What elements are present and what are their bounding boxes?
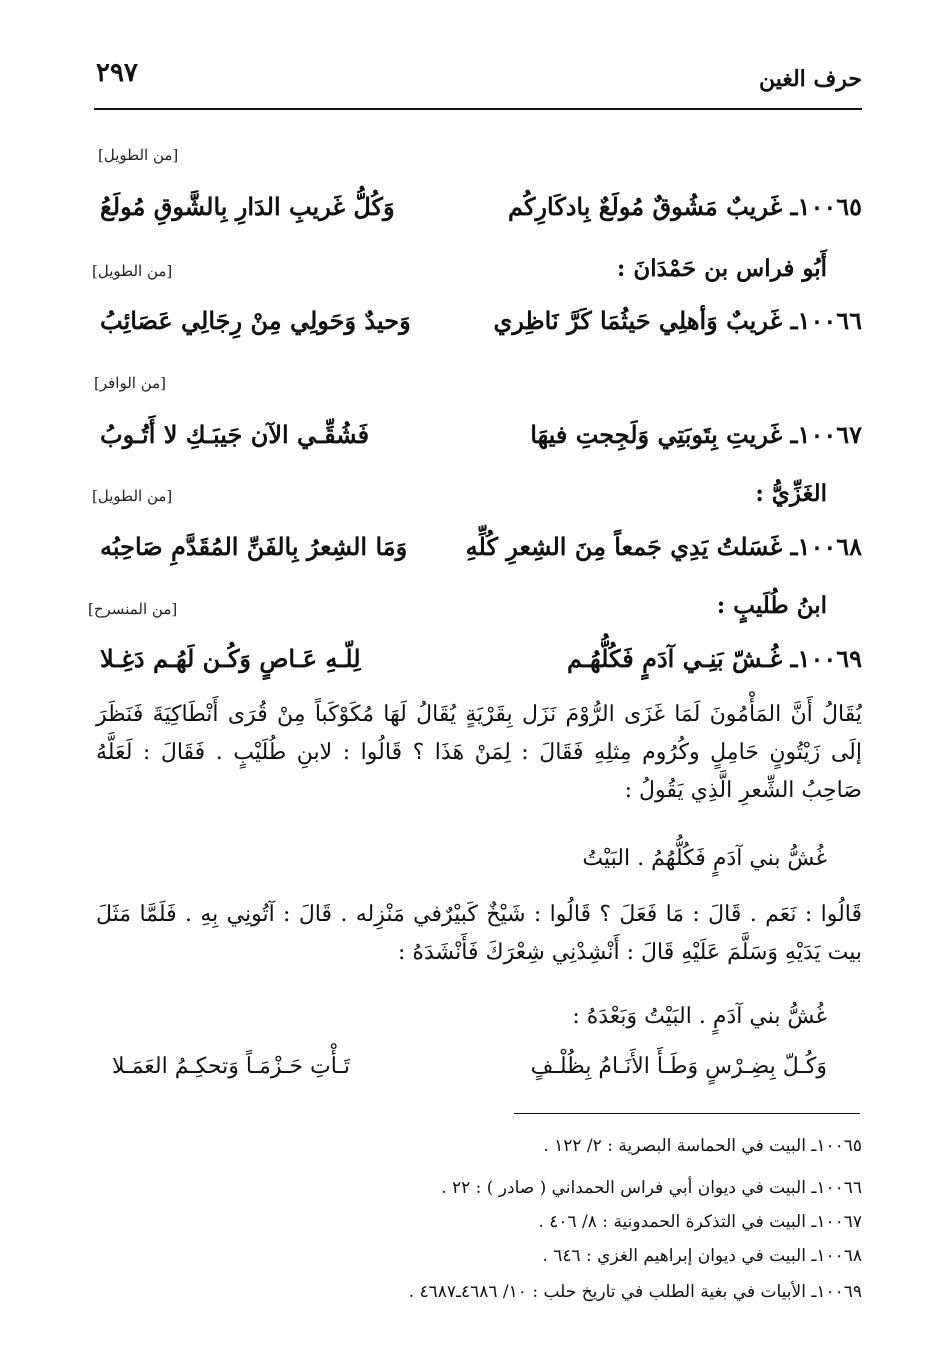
hemistich-text: غَريبٌ مَشُوقٌ مُولَعٌ بِادكَارِكُم (508, 192, 783, 221)
footnote: ١٠٠٦٨ـ البيت في ديوان إبراهيم الغزي : ٦٤٦ . (542, 1246, 862, 1266)
verse-hemistich-first (494, 306, 862, 335)
footnote-rule (514, 1113, 860, 1114)
poet-name: ابنُ طُلَيبٍ : (716, 592, 827, 619)
meter-label: [من المنسرح] (88, 600, 178, 618)
verse-hemistich-first (530, 420, 862, 449)
verse-hemistich-second: تَـأْتِ حَـزْمَـاً وَتحكِـمُ العَمَـلا (112, 1054, 350, 1079)
meter-label: [من الطويل] (92, 487, 173, 505)
footnote: ١٠٠٦٧ـ البيت في التذكرة الحمدونية : ٨/ ٤٠٦ . (538, 1212, 862, 1232)
verse-hemistich-second: فَشُقِّـي الآن جَيبَـكِ لا أَتُـوبُ (100, 420, 370, 449)
verse-number: ١٠٠٦٩ـ (790, 644, 862, 673)
verse-hemistich-second: وَمَا الشِعرُ بِالفَنِّ المُقَدَّمِ صَاحِبُه (100, 532, 408, 561)
poet-name: أَبُو فراس بن حَمْدَانَ : (616, 255, 827, 282)
verse-number: ١٠٠٦٧ـ (790, 420, 862, 449)
footnote: ١٠٠٦٦ـ البيت في ديوان أبي فراس الحمداني ( صادر ) : ٢٢ . (441, 1178, 862, 1198)
footnote: ١٠٠٦٩ـ الأبيات في بغية الطلب في تاريخ حلب : ١٠/ ٤٦٨٦ـ٤٦٨٧ . (408, 1282, 862, 1302)
hemistich-text: غُـشّ بَنِـي آدَمٍ فَكُلُّهُـم (567, 644, 783, 673)
meter-label: [من الوافر] (94, 374, 167, 392)
verse-hemistich-second: لِلّـهِ عَـاصٍ وَكُـن لَهُـم دَغِـلا (100, 644, 361, 673)
hemistich-text: غَسَلتُ يَدِي جَمعاً مِنَ الشِعرِ كُلِّهِ (465, 532, 783, 561)
prose-paragraph: يُقَالُ أَنَّ المَأْمُونَ لَمَا غَزَى الرُّوْمَ نَزَل بِقَرْيَةٍ يُقَالُ لَهَا مُكَوْكَباً مِنْ قُرَى أَنْطَاكِيَةَ فَنَظَرَ إلَى زَيْتُونٍ حَامِلٍ وكُرُوم مِثلِهِ فَقَالَ : لِمَنْ هَذَا ؟ قَالُوا : لابنِ طُلَيْبٍ . فَقَالَ : لَعَلَّهُ صَاحِبُ الشِّعرِ الَّذِي يَقُولُ : (96, 702, 862, 803)
chapter-title: حرف الغين (758, 66, 862, 92)
hemistich-text: غَريبٌ وَأهلِي حَيثُمَا كَرَّ نَاظِري (493, 306, 783, 335)
header-rule (94, 108, 862, 110)
page-number: ٢٩٧ (96, 58, 138, 88)
prose-paragraph: قَالُوا : نَعَم . قَالَ : مَا فَعَلَ ؟ قَالُوا : شَيْخٌ كَبيْرٌفي مَنْزِله . قَالَ : آتُونِي بِهِ . فَلَمَّا مَثَلَ بيت يَدَيْهِ وَسَلَّمَ عَلَيْهِ قَالَ : أَنْشِدْنِي شِعْرَكَ فَأَنْشَدَهُ : (96, 902, 862, 965)
verse-number: ١٠٠٦٦ـ (790, 306, 862, 335)
quoted-line: غُشُّ بني آدَمٍ فَكُلُّهُمُ . البَيْتُ (582, 846, 827, 871)
verse-hemistich-first: وَكُـلّ بِضِـرْسٍ وَطَـأَ الأَنَـامُ بِظُلْـفٍ (530, 1054, 827, 1079)
verse-number: ١٠٠٦٥ـ (790, 192, 862, 221)
verse-hemistich-first (567, 644, 862, 673)
verse-hemistich-second: وَكُلُّ غَريبِ الدَارِ بِالشَّوقِ مُولَعُ (100, 192, 395, 221)
meter-label: [من الطويل] (92, 262, 173, 280)
verse-number: ١٠٠٦٨ـ (790, 532, 862, 561)
verse-hemistich-first (466, 532, 862, 561)
footnote: ١٠٠٦٥ـ البيت في الحماسة البصرية : ٢/ ١٢٢ . (543, 1136, 862, 1156)
verse-hemistich-second: وَحيدٌ وَحَولِي مِنْ رِجَالِي عَصَائِبُ (100, 306, 411, 335)
poet-name: الغَزِّيُّ : (755, 480, 827, 507)
meter-label: [من الطويل] (98, 146, 179, 164)
verse-hemistich-first (508, 192, 862, 221)
hemistich-text: غَريتِ بِتَوبَتِي وَلَجِجتِ فيهَا (530, 420, 783, 449)
quoted-line: غُشُّ بني آدَمٍ . البَيْتُ وَبَعْدَهُ : (572, 1004, 827, 1029)
